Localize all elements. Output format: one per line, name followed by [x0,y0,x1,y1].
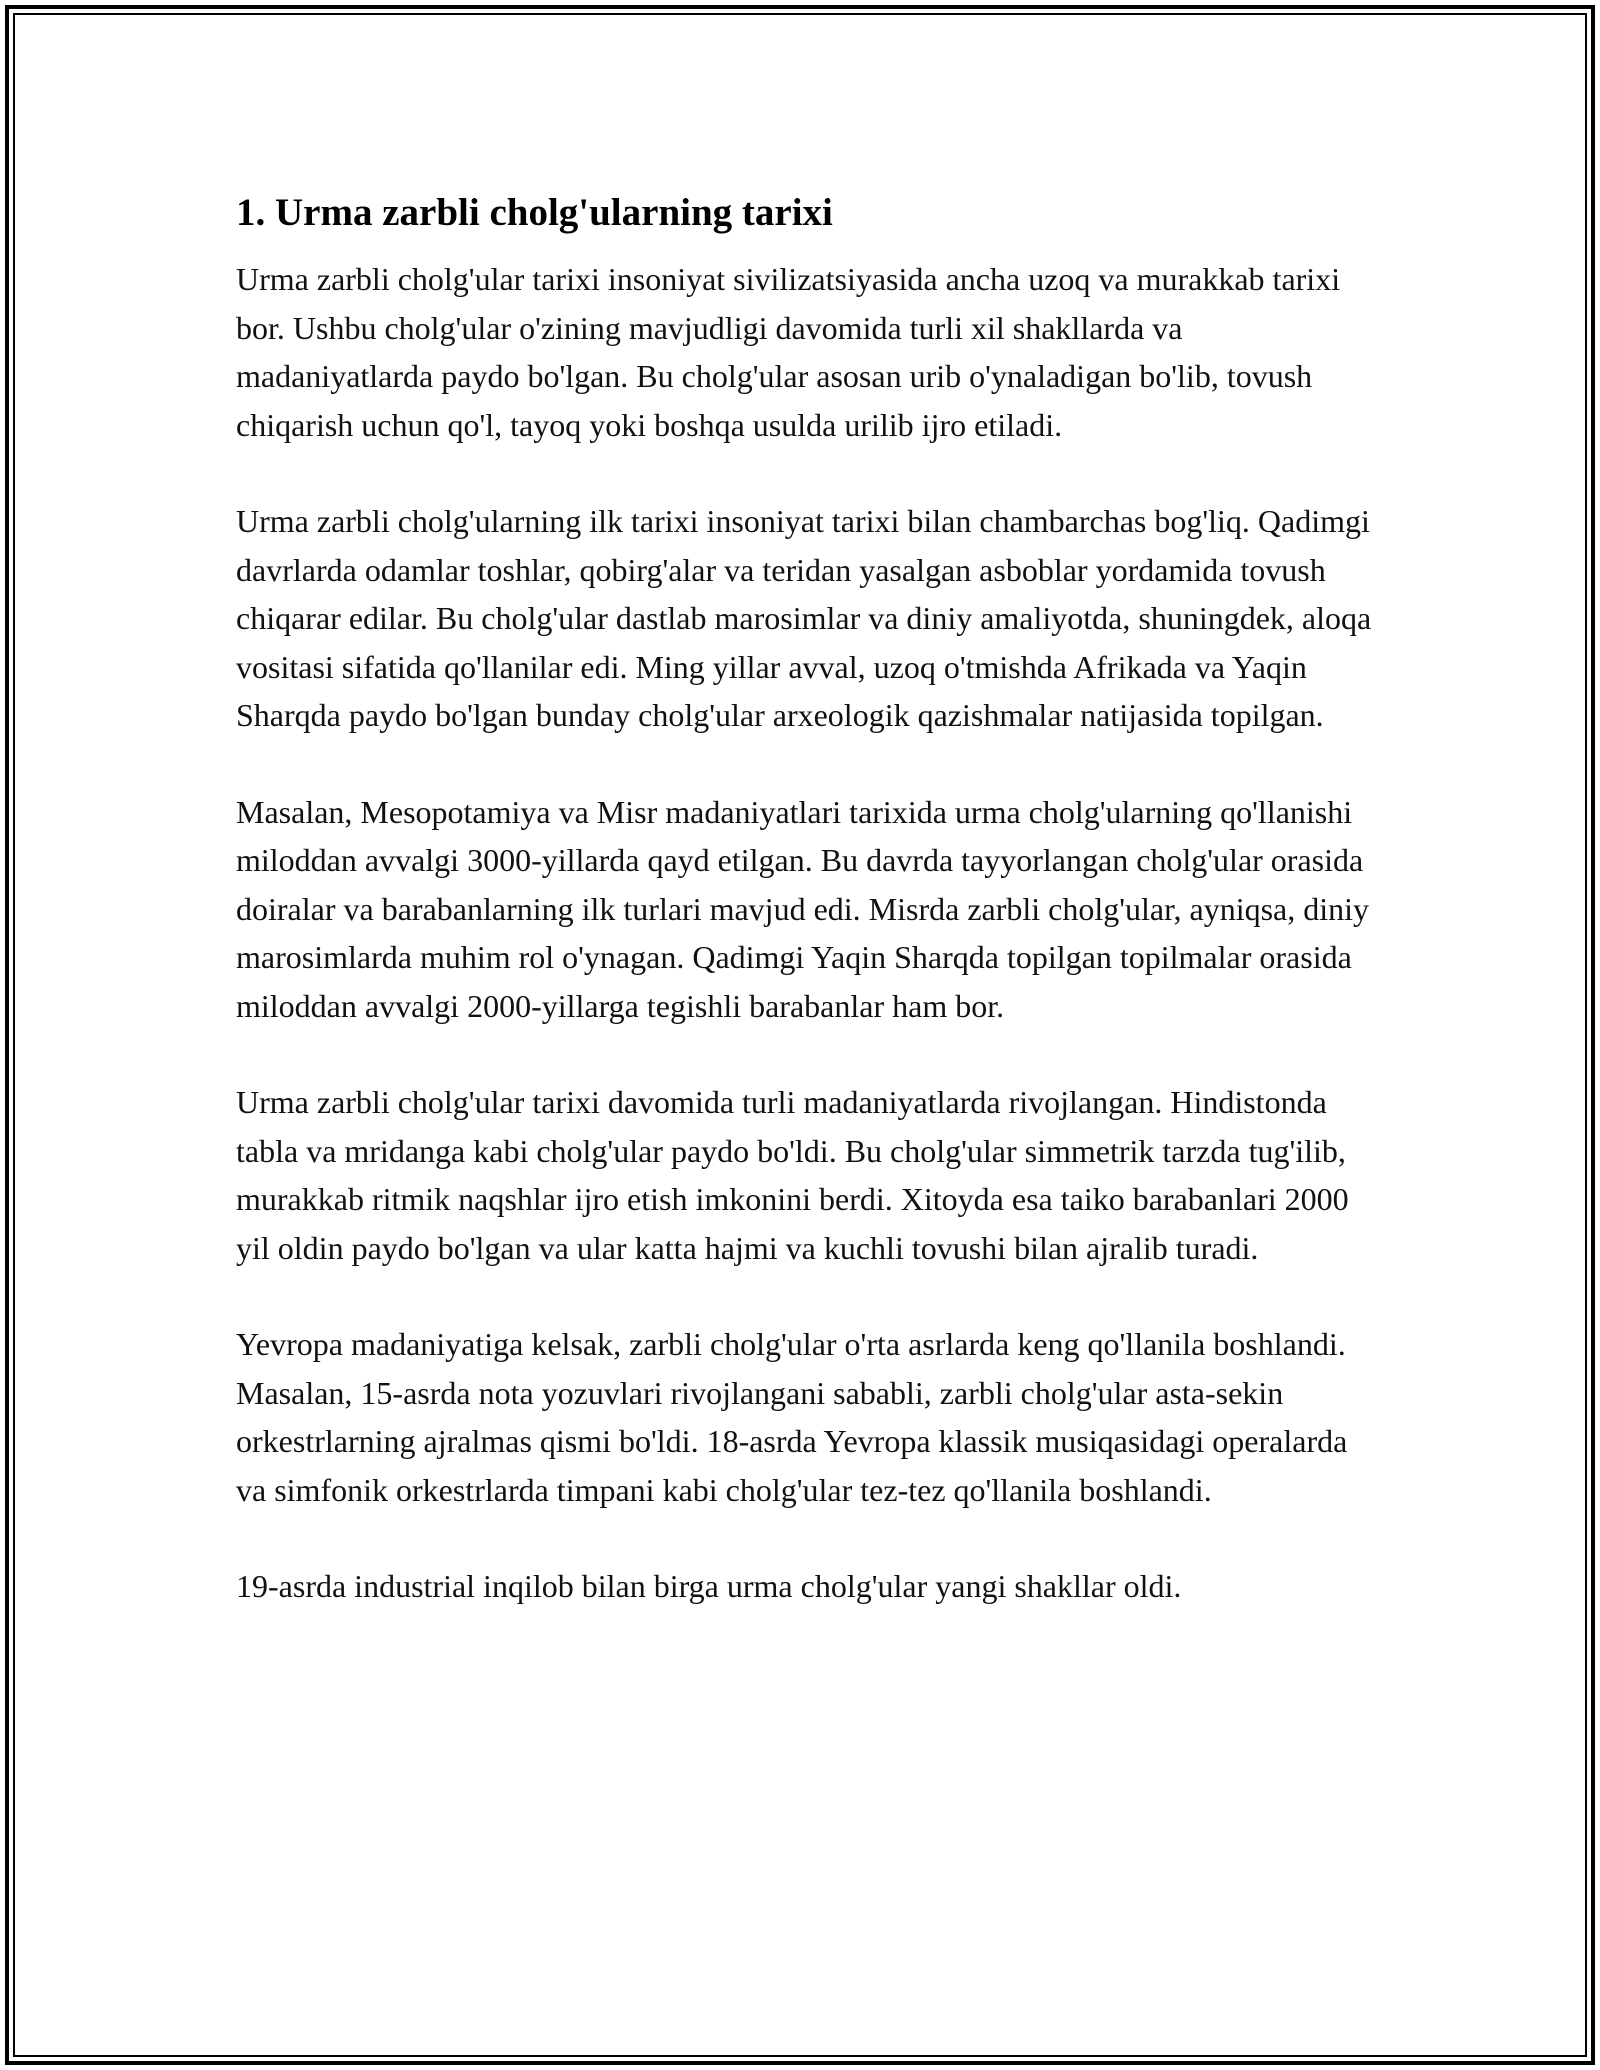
section-heading: 1. Urma zarbli cholg'ularning tarixi [236,191,833,234]
document-body [236,185,1384,1611]
paragraph-3: Masalan, Mesopotamiya va Misr madaniyatlari tarixida urma cholg'ularning qo'llanishi miloddan avvalgi 3000-yillarda qayd etilgan. Bu davrda tayyorlangan cholg'ular orasida doiralar va barabanlarning ilk turlari mavjud edi. Misrda zarbli cholg'ular, ayniqsa, diniy marosimlarda muhim rol o'ynagan. Qadimgi Yaqin Sharqda topilgan topilmalar orasida miloddan avvalgi 2000-yillarga tegishli barabanlar ham bor. [236,793,1370,1024]
paragraph-2: Urma zarbli cholg'ularning ilk tarixi insoniyat tarixi bilan chambarchas bog'liq. Qadimgi davrlarda odamlar toshlar, qobirg'alar va teridan yasalgan asboblar yordamida tovush chiqarar edilar. Bu cholg'ular dastlab marosimlar va diniy amaliyotda, shuningdek, aloqa vositasi sifatida qo'llanilar edi. Ming yillar avval, uzoq o'tmishda Afrikada va Yaqin Sharqda paydo bo'lgan bunday cholg'ular arxeologik qazishmalar natijasida topilgan. [236,503,1372,733]
paragraph-5: Yevropa madaniyatiga kelsak, zarbli cholg'ular o'rta asrlarda keng qo'llanila boshlandi. Masalan, 15-asrda nota yozuvlari rivojlangani sababli, zarbli cholg'ular asta-sekin orkestrlarning ajralmas qismi bo'ldi. 18-asrda Yevropa klassik musiqasidagi operalarda va simfonik orkestrlarda timpani kabi cholg'ular tez-tez qo'llanila boshlandi. [236,1326,1348,1508]
paragraph-6: 19-asrda industrial inqilob bilan birga urma cholg'ular yangi shakllar oldi. [236,1568,1182,1604]
paragraph-1: Urma zarbli cholg'ular tarixi insoniyat sivilizatsiyasida ancha uzoq va murakkab tarixi bor. Ushbu cholg'ular o'zining mavjudligi davomida turli xil shakllarda va madaniyatlarda paydo bo'lgan. Bu cholg'ular asosan urib o'ynaladigan bo'lib, tovush chiqarish uchun qo'l, tayoq yoki boshqa usulda urilib ijro etiladi. [236,261,1341,443]
paragraph-4: Urma zarbli cholg'ular tarixi davomida turli madaniyatlarda rivojlangan. Hindistonda tabla va mridanga kabi cholg'ular paydo bo'ldi. Bu cholg'ular simmetrik tarzda tug'ilib, murakkab ritmik naqshlar ijro etish imkonini berdi. Xitoyda esa taiko barabanlari 2000 yil oldin paydo bo'lgan va ular katta hajmi va kuchli tovushi bilan ajralib turadi. [236,1084,1349,1266]
